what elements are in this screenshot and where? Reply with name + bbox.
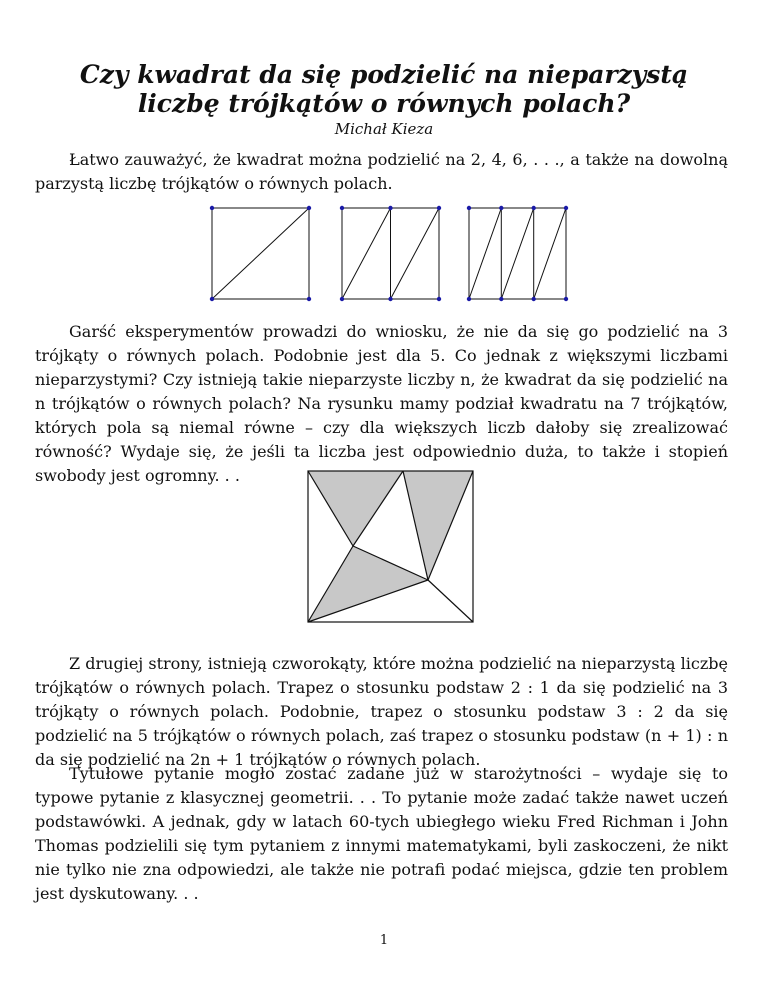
figure-square-divisions (205, 203, 575, 303)
square-six-triangles (469, 208, 566, 299)
author-name: Michał Kieza (334, 120, 434, 138)
vertex-dots (210, 206, 568, 301)
square-two-triangles (212, 208, 309, 299)
paragraph-experiments: Garść eksperymentów prowadzi do wniosku, że nie da się go podzielić na 3 trójkąty o równych polach. Podobnie jest dla 5. Co jednak z większymi liczbami nieparzystymi? Czy istnieją takie nieparzyste liczby n, że kwadrat da się podzielić na n trójkątów o równych polach? Na rysunku mamy podział kwadratu na 7 trójkątów, których pola są niemal równe – czy dla większych liczb dałoby się zrealizować równość? Wydaje się, że jeśli ta liczba jest odpowiednio duża, to także i stopień swobody jest ogromny. . . (35, 322, 728, 485)
paper-title: Czy kwadrat da się podzielić na nieparzystą liczbę trójkątów o równych polach? (79, 60, 689, 118)
figure-seven-triangles (300, 466, 480, 628)
paragraph-intro: Łatwo zauważyć, że kwadrat można podzielić na 2, 4, 6, . . ., a także na dowolną parzystą liczbę trójkątów o równych polach. (35, 150, 728, 193)
paragraph-trapezoids: Z drugiej strony, istnieją czworokąty, które można podzielić na nieparzystą liczbę trójkątów o równych polach. Trapez o stosunku podstaw 2 : 1 da się podzielić na 3 trójkąty o równych polach. Podobnie, trapez o stosunku podstaw 3 : 2 da się podzielić na 5 trójkątów o równych polach, zaś trapez o stosunku podstaw (n + 1) : n da się podzielić na 2n + 1 trójkątów o równych polach. (35, 654, 728, 769)
paragraph-history: Tytułowe pytanie mogło zostać zadane już w starożytności – wydaje się to typowe pytanie z klasycznej geometrii. . . To pytanie może zadać także nawet uczeń podstawówki. A jednak, gdy w latach 60-tych ubiegłego wieku Fred Richman i John Thomas podzielili się tym pytaniem z innymi matematykami, byli zaskoczeni, że nikt nie tylko nie zna odpowiedzi, ale także nie potrafi podać miejsca, gdzie ten problem jest dyskutowany. . . (35, 764, 728, 903)
square-four-triangles (342, 208, 439, 299)
page-number: 1 (379, 933, 389, 948)
